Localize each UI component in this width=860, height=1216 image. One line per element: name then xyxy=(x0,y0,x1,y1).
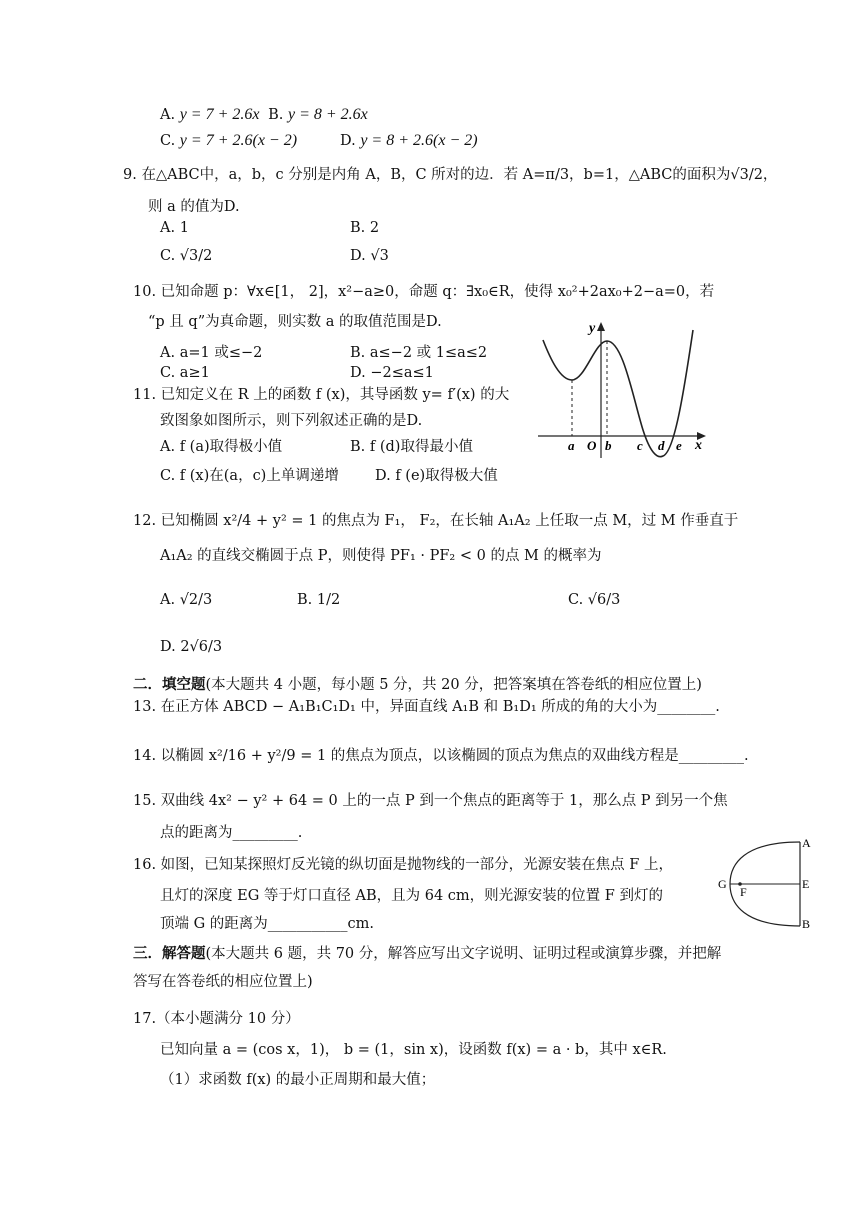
q17-heading: 17.（本小题满分 10 分） xyxy=(133,1011,300,1027)
q11-option-d: D. f (e)取得极大值 xyxy=(375,468,498,484)
q10-option-a: A. a=1 或≤−2 xyxy=(160,345,263,361)
label-c: c xyxy=(637,438,643,453)
q12-option-a: A. √2/3 xyxy=(160,592,213,608)
label-b: b xyxy=(605,438,612,453)
q10-option-c: C. a≥1 xyxy=(160,365,210,381)
q9-stem: 9. 在△ABC中，a，b，c 分别是内角 A，B，C 所对的边．若 A=π/3，b=1，△ABC的面积为√3/2， xyxy=(123,167,778,183)
label-d: d xyxy=(658,438,665,453)
section-3-heading: 三．解答题(本大题共 6 题，共 70 分，解答应写出文字说明、证明过程或演算步骤，并把解 xyxy=(133,945,722,962)
q10-option-d: D. −2≤a≤1 xyxy=(350,365,434,381)
q17-part-1: （1）求函数 f(x) 的最小正周期和最大值； xyxy=(160,1072,436,1088)
section-2-heading: 二．填空题(本大题共 4 小题，每小题 5 分，共 20 分，把答案填在答卷纸的相应位置上) xyxy=(133,676,702,693)
q17-stem: 已知向量 a = (cos x，1)， b = (1，sin x)，设函数 f(x) = a · b，其中 x∈R. xyxy=(160,1042,667,1058)
q9-option-d: D. √3 xyxy=(350,248,389,264)
derivative-graph xyxy=(535,318,710,463)
derivative-curve xyxy=(543,330,693,457)
q12-option-b: B. 1/2 xyxy=(297,592,341,608)
q16-stem-cont1: 且灯的深度 EG 等于灯口直径 AB，且为 64 cm，则光源安装的位置 F 到灯的 xyxy=(160,888,663,904)
q12-option-c: C. √6/3 xyxy=(568,592,621,608)
y-axis-label: y xyxy=(589,321,596,336)
q13-stem: 13. 在正方体 ABCD − A₁B₁C₁D₁ 中，异面直线 A₁B 和 B₁D₁ 所成的角的大小为________. xyxy=(133,699,720,715)
q8-option-d: D. y = 8 + 2.6(x − 2) xyxy=(340,132,478,149)
q16-stem: 16. 如图，已知某探照灯反光镜的纵切面是抛物线的一部分，光源安装在焦点 F 上， xyxy=(133,857,673,873)
q11-option-c: C. f (x)在(a，c)上单调递增 xyxy=(160,468,339,484)
lamp-label-g: G xyxy=(718,877,727,891)
q10-stem: 10. 已知命题 p：∀x∈[1， 2]，x²−a≥0，命题 q：∃x₀∈R，使得 x₀²+2ax₀+2−a=0，若 xyxy=(133,284,715,300)
q12-option-d: D. 2√6/3 xyxy=(160,639,223,655)
q11-stem: 11. 已知定义在 R 上的函数 f (x)，其导函数 y= f′(x) 的大 xyxy=(133,387,510,403)
q12-stem-cont: A₁A₂ 的直线交椭圆于点 P，则使得 PF₁ · PF₂ < 0 的点 M 的概率为 xyxy=(160,548,602,564)
x-axis-label: x xyxy=(695,438,702,453)
q10-stem-cont: “p 且 q”为真命题，则实数 a 的取值范围是D. xyxy=(148,314,442,330)
lamp-label-a: A xyxy=(802,836,811,850)
q11-stem-cont: 致图象如图所示，则下列叙述正确的是D. xyxy=(160,413,423,429)
q12-stem: 12. 已知椭圆 x²/4 + y² = 1 的焦点为 F₁， F₂，在长轴 A₁A₂ 上任取一点 M，过 M 作垂直于 xyxy=(133,513,739,529)
label-e: e xyxy=(676,438,682,453)
q15-stem: 15. 双曲线 4x² − y² + 64 = 0 上的一点 P 到一个焦点的距离等于 1，那么点 P 到另一个焦 xyxy=(133,793,728,809)
label-origin: O xyxy=(587,438,597,453)
q10-option-b: B. a≤−2 或 1≤a≤2 xyxy=(350,345,488,361)
q9-option-a: A. 1 xyxy=(160,220,189,236)
q11-option-a: A. f (a)取得极小值 xyxy=(160,439,283,455)
y-axis-arrow-icon xyxy=(597,322,605,331)
lamp-label-e: E xyxy=(802,877,810,891)
q9-option-b: B. 2 xyxy=(350,220,380,236)
q9-stem-cont: 则 a 的值为D. xyxy=(148,199,240,215)
lamp-label-b: B xyxy=(802,917,811,931)
lamp-label-f: F xyxy=(740,885,747,899)
q15-stem-cont: 点的距离为_________. xyxy=(160,825,303,841)
lamp-diagram xyxy=(714,834,814,934)
q9-option-c: C. √3/2 xyxy=(160,248,213,264)
q14-stem: 14. 以椭圆 x²/16 + y²/9 = 1 的焦点为顶点，以该椭圆的顶点为焦点的双曲线方程是_________. xyxy=(133,748,749,764)
section-3-heading-cont: 答写在答卷纸的相应位置上) xyxy=(133,974,313,990)
q11-option-b: B. f (d)取得最小值 xyxy=(350,439,473,455)
q8-option-a: A. y = 7 + 2.6x B. y = 8 + 2.6x xyxy=(160,106,368,123)
q8-option-c: C. y = 7 + 2.6(x − 2) xyxy=(160,132,298,149)
label-a: a xyxy=(568,438,575,453)
q16-stem-cont2: 顶端 G 的距离为___________cm. xyxy=(160,916,375,932)
